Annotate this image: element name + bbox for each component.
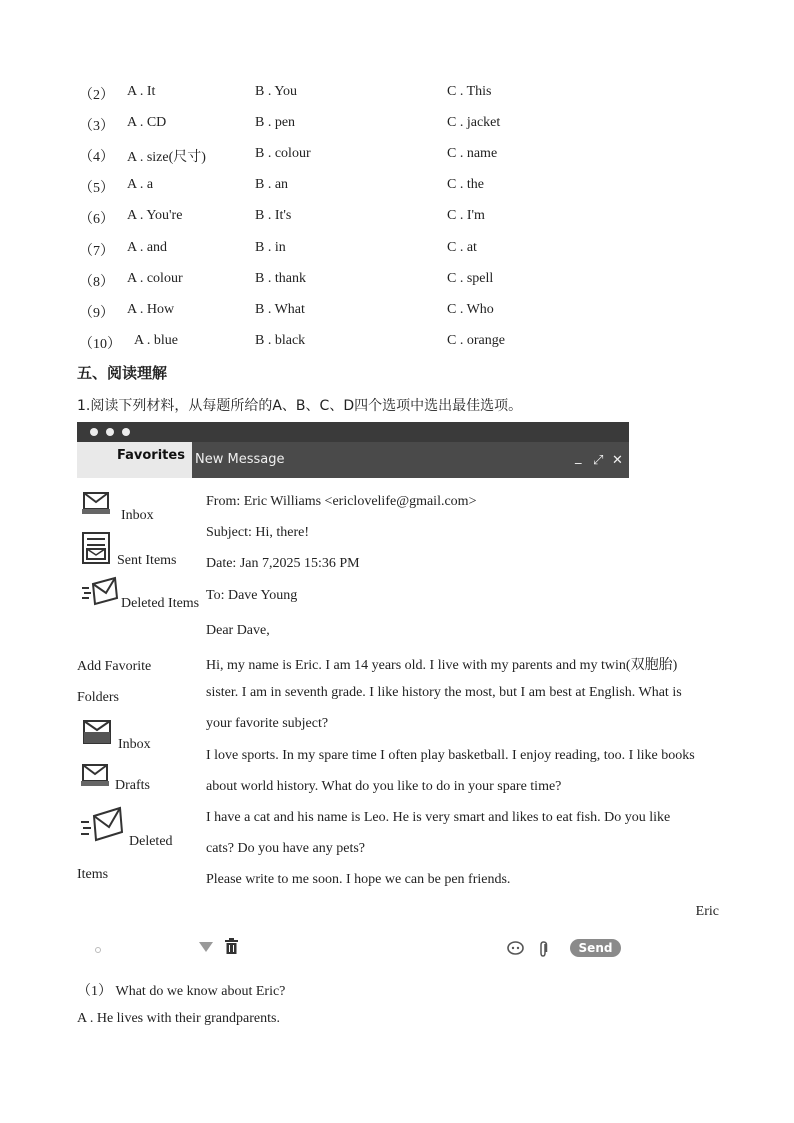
folder-item-deleted-items-suffix[interactable]: Items: [77, 867, 109, 882]
sidebar-item-sent-items[interactable]: Sent Items: [117, 553, 177, 568]
dropdown-triangle-icon[interactable]: [198, 941, 214, 953]
question-stem: （1） What do we know about Eric?: [77, 984, 286, 999]
email-from: From: Eric Williams <ericlovelife@gmail.com>: [206, 494, 477, 509]
option-row-8: [0, 271, 794, 291]
choice-b: B . an: [255, 177, 289, 192]
new-message-tab[interactable]: [192, 442, 629, 478]
question-number: （5）: [79, 181, 114, 196]
window-dot-icon[interactable]: [106, 428, 114, 436]
option-row-10: [0, 333, 794, 353]
question-number: （4）: [79, 150, 114, 165]
choice-b: B . It's: [255, 208, 292, 223]
folders-heading: Folders: [77, 690, 119, 705]
email-body-line: about world history. What do you like to do in your spare time?: [206, 779, 562, 794]
choice-a: A . a: [127, 177, 154, 192]
email-date: Date: Jan 7,2025 15:36 PM: [206, 556, 360, 571]
emoji-icon[interactable]: [507, 941, 524, 955]
email-body-line: Hi, my name is Eric. I am 14 years old. I live with my parents and my twin(双胞胎): [206, 658, 678, 673]
window-title: New Message: [195, 452, 285, 467]
attachment-icon[interactable]: [538, 940, 549, 958]
choice-a: A . and: [127, 240, 168, 255]
email-body-line: your favorite subject?: [206, 716, 329, 731]
sidebar-item-inbox[interactable]: Inbox: [121, 508, 154, 523]
email-body-line: sister. I am in seventh grade. I like history the most, but I am best at English. What is: [206, 685, 682, 700]
question-number: （6）: [79, 212, 114, 227]
option-row-7: [0, 240, 794, 260]
folder-item-deleted[interactable]: Deleted: [129, 834, 173, 849]
question-number: （7）: [79, 244, 114, 259]
choice-b: B . colour: [255, 146, 311, 161]
add-favorite-link[interactable]: Add Favorite: [77, 659, 152, 674]
question-number: （3）: [79, 119, 114, 134]
option-row-4: [0, 146, 794, 166]
deleted-folder-icon[interactable]: [80, 806, 124, 842]
option-row-3: [0, 115, 794, 135]
close-icon[interactable]: ✕: [612, 453, 623, 468]
choice-b: B . You: [255, 84, 298, 99]
email-body-line: I have a cat and his name is Leo. He is very smart and likes to eat fish. Do you like: [206, 810, 671, 825]
choice-a: A . How: [127, 302, 175, 317]
expand-icon[interactable]: ⤢: [593, 453, 604, 468]
email-greeting: Dear Dave,: [206, 623, 270, 638]
sent-items-icon[interactable]: [81, 531, 111, 565]
option-row-6: [0, 208, 794, 228]
folder-item-drafts[interactable]: Drafts: [115, 778, 150, 793]
instruction: 1.阅读下列材料，从每题所给的A、B、C、D四个选项中选出最佳选项。: [77, 398, 523, 414]
format-icon[interactable]: [93, 945, 103, 955]
email-body-line: Please write to me soon. I hope we can be pen friends.: [206, 872, 511, 887]
folder-item-inbox[interactable]: Inbox: [118, 737, 151, 752]
send-button[interactable]: Send: [570, 939, 621, 957]
choice-a: A . colour: [127, 271, 183, 286]
email-signature: Eric: [695, 904, 719, 919]
folder-inbox-icon[interactable]: [81, 718, 113, 746]
choice-a: A . It: [127, 84, 156, 99]
email-to: To: Dave Young: [206, 588, 298, 603]
minimize-icon[interactable]: _: [575, 450, 582, 465]
deleted-items-icon[interactable]: [81, 576, 119, 606]
option-row-5: [0, 177, 794, 197]
question-number: （2）: [79, 88, 114, 103]
section-title: 五、阅读理解: [77, 364, 168, 382]
window-dot-icon[interactable]: [122, 428, 130, 436]
option-row-2: [0, 84, 794, 104]
drafts-icon[interactable]: [80, 762, 110, 788]
question-number: （8）: [79, 275, 114, 290]
option-row-9: [0, 302, 794, 322]
choice-c: C . at: [447, 240, 477, 255]
choice-c: C . orange: [447, 333, 505, 348]
email-subject: Subject: Hi, there!: [206, 525, 310, 540]
choice-b: B . pen: [255, 115, 296, 130]
email-body-line: I love sports. In my spare time I often play basketball. I enjoy reading, too. I like books: [206, 748, 695, 763]
choice-c: C . spell: [447, 271, 494, 286]
window-top-bar: [77, 422, 629, 442]
email-window-titlebar: [77, 422, 629, 478]
choice-b: B . black: [255, 333, 306, 348]
choice-a: A . You're: [127, 208, 183, 223]
sidebar-item-deleted-items[interactable]: Deleted Items: [121, 596, 200, 611]
choice-b: B . What: [255, 302, 305, 317]
choice-c: C . Who: [447, 302, 494, 317]
choice-b: B . thank: [255, 271, 306, 286]
choice-b: B . in: [255, 240, 286, 255]
question-number: （9）: [79, 306, 114, 321]
choice-a: A . blue: [134, 333, 178, 348]
favorites-label[interactable]: Favorites: [117, 448, 185, 463]
question-option-a: A . He lives with their grandparents.: [77, 1011, 280, 1026]
choice-c: C . This: [447, 84, 492, 99]
choice-c: C . jacket: [447, 115, 501, 130]
window-dot-icon[interactable]: [90, 428, 98, 436]
choice-c: C . I'm: [447, 208, 485, 223]
trash-icon[interactable]: [224, 938, 239, 955]
choice-a: A . CD: [127, 115, 167, 130]
question-number: （10）: [79, 337, 121, 352]
email-body-line: cats? Do you have any pets?: [206, 841, 365, 856]
inbox-icon[interactable]: [80, 489, 112, 517]
choice-c: C . the: [447, 177, 484, 192]
choice-c: C . name: [447, 146, 498, 161]
choice-a: A . size(尺寸): [127, 150, 206, 165]
